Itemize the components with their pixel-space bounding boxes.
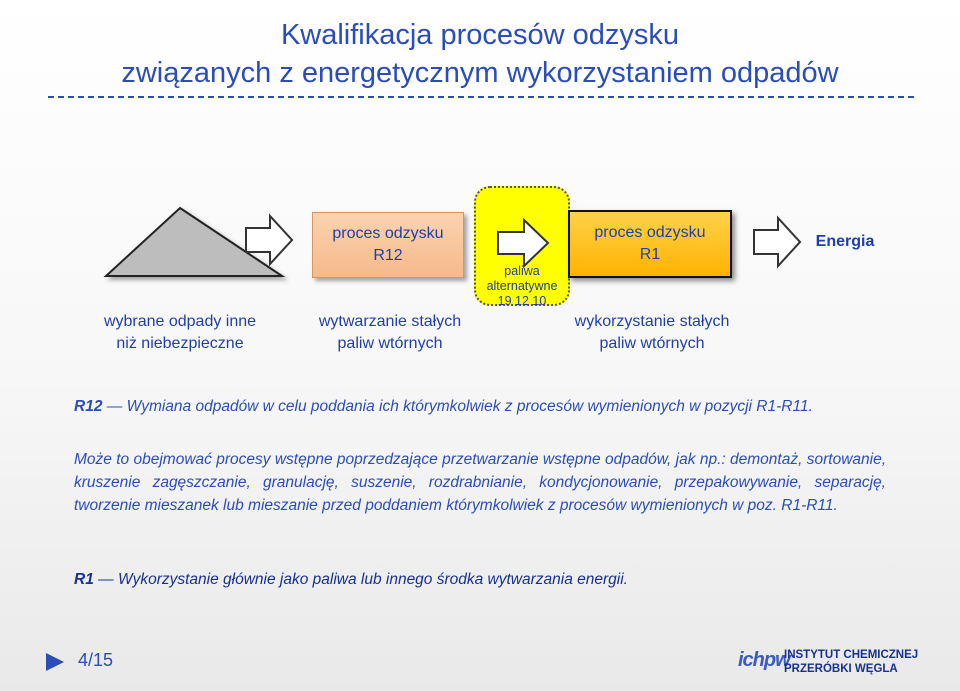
caption-waste-line-1: wybrane odpady inne [103,313,257,330]
caption-fuel-use [552,311,752,355]
right-arrow-icon [244,214,294,266]
process-r12-line-1: proces odzysku [332,225,444,242]
caption-selected-waste [80,311,280,355]
process-r12-line-2: R12 [373,247,403,264]
energy-label: Energia [815,233,875,250]
caption-production-line-1: wytwarzanie stałych [318,313,462,330]
fuel-line-1: paliwa [504,264,540,278]
r12-description: Może to obejmować procesy wstępne poprzedzające przetwarzanie wstępne odpadów, jak np.: demontaż, sortowanie, kruszenie zagęszczanie, granulację, suszenie, rozdrabnianie, kondycjonowanie, przepakowywanie, separację, tworzenie mieszanek lub mieszanie przed poddaniem którymkolwiek z procesów wymienionych w poz. R1-R11. [74,451,886,514]
caption-waste-line-2: niż niebezpieczne [116,335,244,352]
page-number: 4/15 [78,650,114,670]
logo-mark: ichpw [738,649,790,671]
caption-use-line-1: wykorzystanie stałych [574,313,730,330]
alternative-fuels-label [474,264,570,294]
title-line-1: Kwalifikacja procesów odzysku [280,19,680,51]
fuel-line-2: alternatywne [486,279,558,293]
caption-use-line-2: paliw wtórnych [599,335,705,352]
institute-logo [738,647,928,679]
logo-line-2: PRZERÓBKI WĘGLA [784,663,898,675]
r12-code: R12 [74,398,103,415]
r1-definition: R1 — Wykorzystanie głównie jako paliwa lub innego środka wytwarzania energii. [74,571,628,588]
title-line-2: związanych z energetycznym wykorzystaniem odpadów [121,57,839,89]
r12-definition-text: Wymiana odpadów w celu poddania ich którymkolwiek z procesów wymienionych w pozycji R1-R11. [126,398,813,415]
process-r1-line-2: R1 [639,246,661,263]
right-arrow-icon [496,218,550,268]
logo-line-1: INSTYTUT CHEMICZNEJ [784,649,919,661]
play-arrow-icon [44,651,66,673]
r12-definition: R12 — Wymiana odpadów w celu poddania ich którymkolwiek z procesów wymienionych w pozycji R1-R11. [74,398,813,415]
r1-code: R1 [74,571,94,588]
right-arrow-icon [752,216,802,268]
waste-code: 19 12 10 [497,294,547,308]
caption-fuel-production [300,311,480,355]
caption-production-line-2: paliw wtórnych [337,335,443,352]
process-r1-line-1: proces odzysku [594,224,706,241]
process-r12-box [312,212,464,278]
process-r1-box [568,210,732,278]
r1-definition-text: Wykorzystanie głównie jako paliwa lub innego środka wytwarzania energii. [117,571,628,588]
